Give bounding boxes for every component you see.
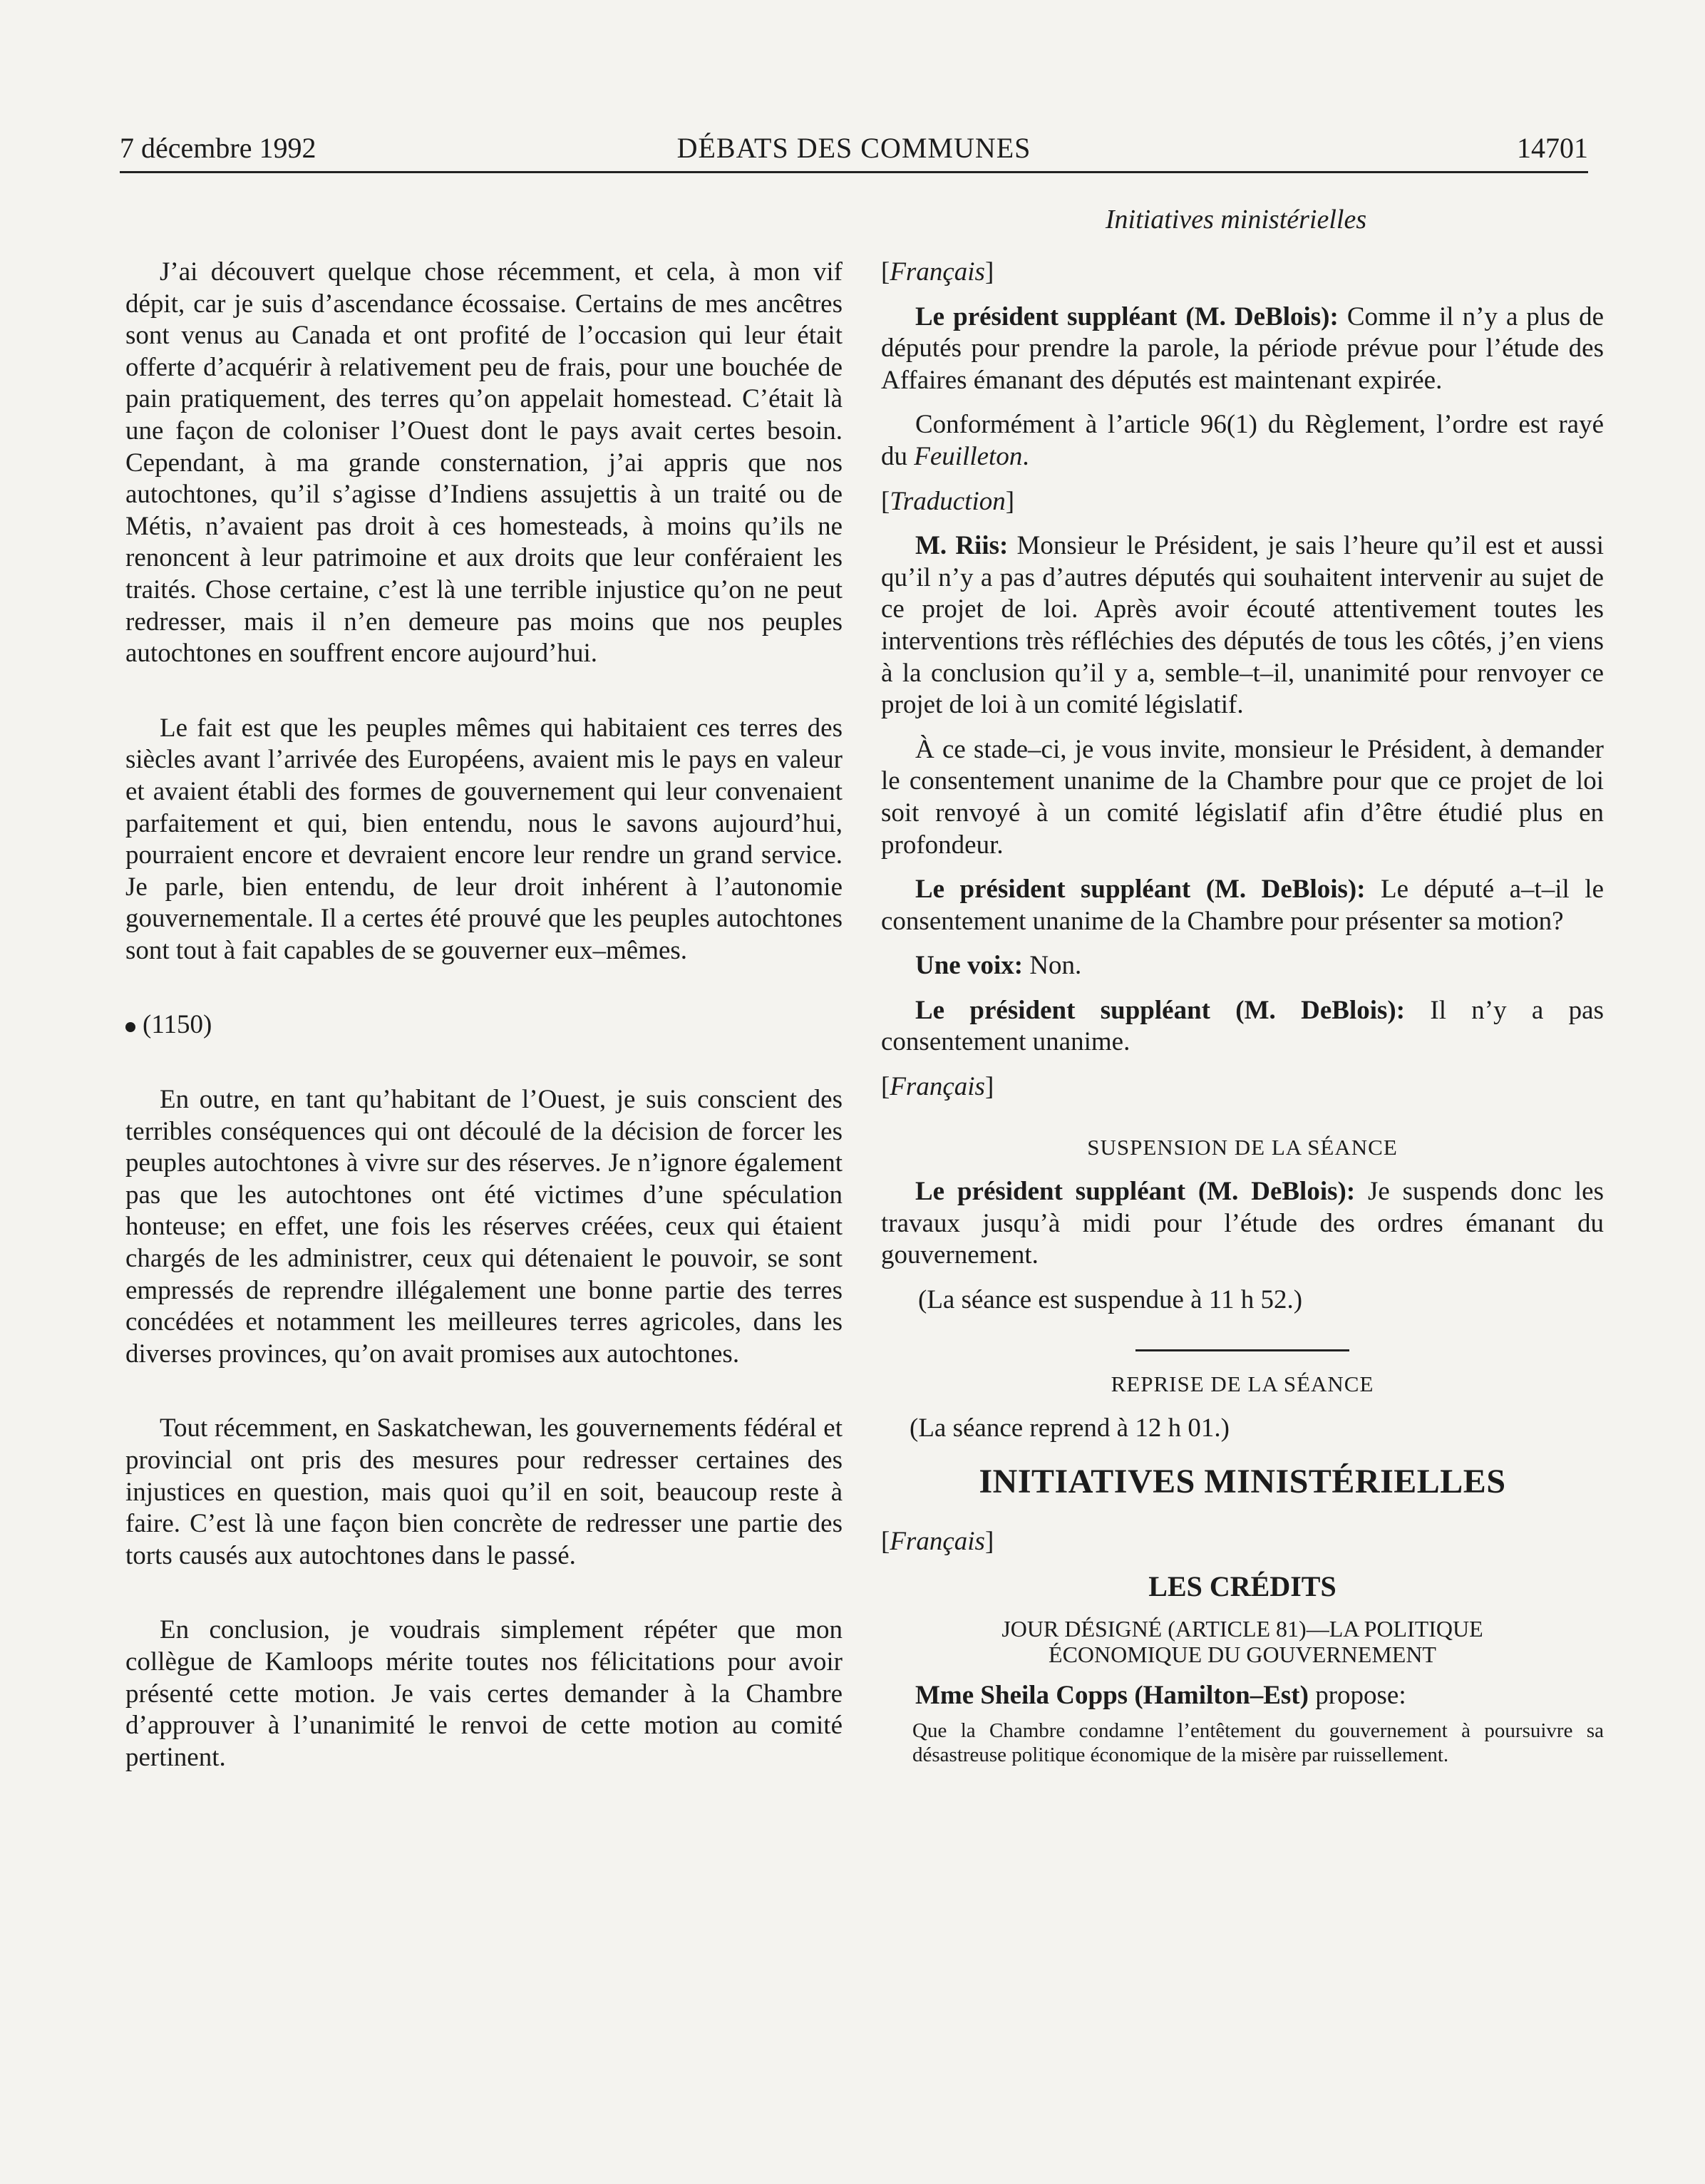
speech: Le président suppléant (M. DeBlois): Le député a–t–il le consentement unanime de la Chambre pour présenter sa motion? bbox=[881, 875, 1604, 936]
paragraph: À ce stade–ci, je vous invite, monsieur le Président, à demander le consentement unanime de la Chambre pour que ce projet de loi soit renvoyé à un comité législatif afin d’être étudié plus en profondeur. bbox=[881, 734, 1604, 860]
language-tag: [Traduction] bbox=[881, 486, 1015, 516]
speech: Une voix: Non. bbox=[915, 951, 1082, 981]
header-title: DÉBATS DES COMMUNES bbox=[676, 132, 1031, 164]
section-label: Initiatives ministérielles bbox=[1105, 205, 1367, 235]
language-tag: [Français] bbox=[881, 257, 994, 287]
subject-heading: LES CRÉDITS bbox=[1148, 1570, 1336, 1602]
left-column bbox=[125, 257, 843, 1773]
header-date: 7 décembre 1992 bbox=[120, 132, 316, 164]
speech: Le président suppléant (M. DeBlois): Comme il n’y a plus de députés pour prendre la parole, la période prévue pour l’étude des Affaires émanant des députés est maintenant expirée. bbox=[881, 302, 1604, 395]
speaker-name: Le président suppléant (M. DeBlois): bbox=[915, 1177, 1356, 1207]
paragraph: J’ai découvert quelque chose récemment, et cela, à mon vif dépit, car je suis d’ascendance écossaise. Certains de mes ancêtres sont venus au Canada et ont profité de l’occasion qui leur était offerte d’acquérir à relativement peu de frais, pour une bouchée de pain pratiquement, des terres qu’on appelait homestead. C’était là une façon de coloniser l’Ouest dont le pays avait certes besoin. Cependant, à ma grande consternation, j’ai appris que nos autochtones, qu’il s’agisse d’Indiens assujettis à un traité ou de Métis, n’avaient pas droit à ces homesteads, à moins qu’ils ne renoncent à leur patrimoine et aux droits que leur conféraient les traités. Chose certaine, c’est là une terrible injustice qu’on ne peut redresser, mais il n’en demeure pas moins que nos peuples autochtones en souffrent encore aujourd’hui. bbox=[125, 257, 843, 669]
designated-day-heading: ÉCONOMIQUE DU GOUVERNEMENT bbox=[1049, 1641, 1436, 1667]
paragraph: En outre, en tant qu’habitant de l’Ouest, je suis conscient des terribles conséquences qui ont découlé de la décision de forcer les peuples autochtones à vivre sur des réserves. Je n’ignore également pas que les autochtones ont été victimes d’une spéculation honteuse; en effet, une fois les réserves créées, ceux qui étaient chargés de les administrer, ceux qui détenaient le pouvoir, se sont empressés de reprendre illégalement une bonne partie des terres concédées et notamment les meilleures terres agricoles, dans les diverses provinces, qu’on avait promises aux autochtones. bbox=[125, 1085, 843, 1369]
speaker-name: Le président suppléant (M. DeBlois): bbox=[915, 875, 1366, 905]
timestamp: (1150) bbox=[125, 1009, 843, 1041]
bullet-icon bbox=[125, 1022, 135, 1032]
paragraph: (La séance reprend à 12 h 01.) bbox=[910, 1413, 1230, 1443]
speech: M. Riis: Monsieur le Président, je sais l’heure qu’il est et aussi qu’il n’y a pas d’autres députés qui souhaitent intervenir au sujet de ce projet de loi. Après avoir écouté attentivement toutes les interventions très réfléchies des députés de tous les côtés, j’en viens à la conclusion qu’il y a, semble–t–il, unanimité pour renvoyer ce projet de loi à un comité législatif. bbox=[881, 531, 1604, 720]
speaker-name: Une voix: bbox=[915, 951, 1024, 981]
speaker-name: Le président suppléant (M. DeBlois): bbox=[915, 302, 1339, 331]
paragraph: (La séance est suspendue à 11 h 52.) bbox=[918, 1285, 1303, 1315]
paragraph: Le fait est que les peuples mêmes qui habitaient ces terres des siècles avant l’arrivée des Européens, avaient mis le pays en valeur et avaient établi des formes de gouvernement qui leur convenaient parfaitement et qui, bien entendu, nous le savons aujourd’hui, pourraient encore et devraient encore leur rendre un grand service. Je parle, bien entendu, de leur droit inhérent à l’autonomie gouvernementale. Il a certes été prouvé que les peuples autochtones sont tout à fait capables de se gouverner eux–mêmes. bbox=[125, 713, 843, 965]
speaker-name: Mme Sheila Copps (Hamilton–Est) bbox=[915, 1680, 1309, 1710]
designated-day-heading: JOUR DÉSIGNÉ (ARTICLE 81)—LA POLITIQUE bbox=[1001, 1615, 1483, 1642]
paragraph: Tout récemment, en Saskatchewan, les gouvernements fédéral et provincial ont pris des mesures pour redresser certaines des injustices en question, mais quoi qu’il en soit, beaucoup reste à faire. C’est là une façon bien concrète de redresser une partie des torts causés aux autochtones dans le passé. bbox=[125, 1413, 843, 1570]
section-heading: REPRISE DE LA SÉANCE bbox=[1111, 1371, 1374, 1396]
speaker-name: Le président suppléant (M. DeBlois): bbox=[915, 995, 1406, 1025]
right-column bbox=[881, 257, 1604, 1767]
paragraph: Conformément à l’article 96(1) du Règlement, l’ordre est rayé du Feuilleton. bbox=[881, 410, 1604, 471]
running-header bbox=[120, 125, 1588, 173]
paragraph: En conclusion, je voudrais simplement répéter que mon collègue de Kamloops mérite toutes nos félicitations pour avoir présenté cette motion. Je vais certes demander à la Chambre d’approuver à l’unanimité le renvoi de cette motion au comité pertinent. bbox=[125, 1615, 843, 1772]
speech: Le président suppléant (M. DeBlois): Je suspends donc les travaux jusqu’à midi pour l’étude des ordres émanant du gouvernement. bbox=[881, 1177, 1604, 1270]
major-heading: INITIATIVES MINISTÉRIELLES bbox=[979, 1462, 1506, 1500]
speech: Mme Sheila Copps (Hamilton–Est) propose: bbox=[915, 1680, 1406, 1710]
language-tag: [Français] bbox=[881, 1072, 994, 1102]
language-tag: [Français] bbox=[881, 1527, 994, 1557]
section-heading: SUSPENSION DE LA SÉANCE bbox=[1087, 1134, 1398, 1160]
motion-text: Que la Chambre condamne l’entêtement du gouvernement à poursuivre sa désastreuse politique économique de la misère par ruissellement. bbox=[912, 1719, 1604, 1767]
divider bbox=[1135, 1349, 1349, 1351]
header-page-number: 14701 bbox=[1517, 132, 1588, 164]
speech: Le président suppléant (M. DeBlois): Il n’y a pas consentement unanime. bbox=[881, 995, 1604, 1057]
speaker-name: M. Riis: bbox=[915, 531, 1009, 561]
